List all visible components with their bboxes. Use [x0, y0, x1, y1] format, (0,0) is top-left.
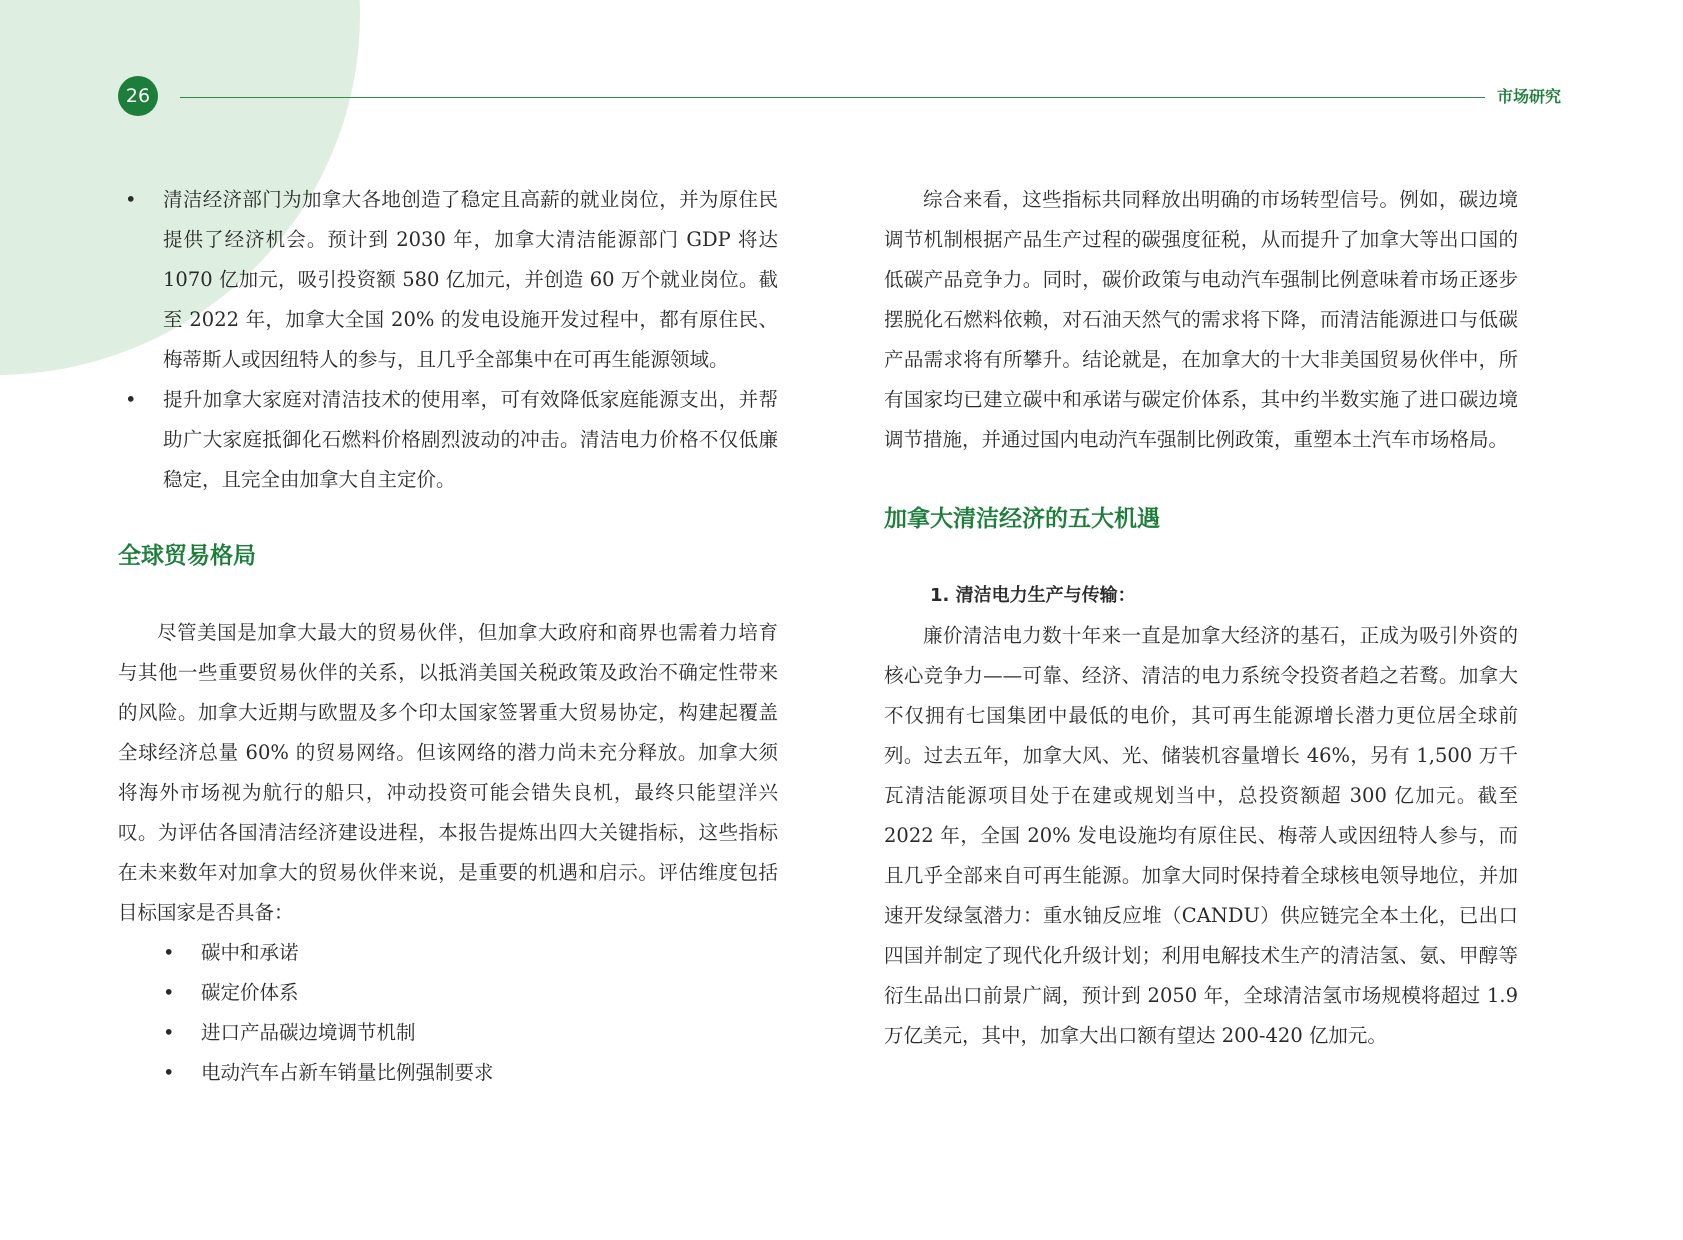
- employment-bullet-list: [118, 180, 778, 500]
- section-label: 市场研究: [1497, 87, 1562, 106]
- page-number-badge: 26: [118, 76, 158, 116]
- subheading-clean-power: 1. 清洁电力生产与传输：: [930, 585, 1136, 606]
- left-column: [118, 180, 778, 1093]
- criteria-item: • 碳中和承诺: [118, 933, 778, 973]
- criteria-item: • 碳定价体系: [118, 973, 778, 1013]
- criteria-list: [118, 933, 778, 1093]
- section-heading-opportunities: 加拿大清洁经济的五大机遇: [884, 506, 1160, 532]
- bullet-item: • 清洁经济部门为加拿大各地创造了稳定且高薪的就业岗位，并为原住民提供了经济机会。预计到 2030 年，加拿大清洁能源部门 GDP 将达 1070 亿加元，吸引投资额 580 亿加元，并创造 60 万个就业岗位。截至 2022 年，加拿大全国 20% 的发电设施开发过程中，都有原住民、梅蒂斯人或因纽特人的参与，且几乎全部集中在可再生能源领域。: [118, 180, 778, 380]
- body-paragraph: 尽管美国是加拿大最大的贸易伙伴，但加拿大政府和商界也需着力培育与其他一些重要贸易伙伴的关系，以抵消美国关税政策及政治不确定性带来的风险。加拿大近期与欧盟及多个印太国家签署重大贸易协定，构建起覆盖全球经济总量 60% 的贸易网络。但该网络的潜力尚未充分释放。加拿大须将海外市场视为航行的船只，冲动投资可能会错失良机，最终只能望洋兴叹。为评估各国清洁经济建设进程，本报告提炼出四大关键指标，这些指标在未来数年对加拿大的贸易伙伴来说，是重要的机遇和启示。评估维度包括目标国家是否具备：: [118, 621, 778, 924]
- right-column: [884, 180, 1518, 1056]
- body-paragraph: 廉价清洁电力数十年来一直是加拿大经济的基石，正成为吸引外资的核心竞争力——可靠、经济、清洁的电力系统令投资者趋之若鹜。加拿大不仅拥有七国集团中最低的电价，其可再生能源增长潜力更位居全球前列。过去五年，加拿大风、光、储装机容量增长 46%，另有 1,500 万千瓦清洁能源项目处于在建或规划当中，总投资额超 300 亿加元。截至 2022 年，全国 20% 发电设施均有原住民、梅蒂人或因纽特人参与，而且几乎全部来自可再生能源。加拿大同时保持着全球核电领导地位，并加速开发绿氢潜力：重水铀反应堆（CANDU）供应链完全本土化，已出口四国并制定了现代化升级计划；利用电解技术生产的清洁氢、氨、甲醇等衍生品出口前景广阔，预计到 2050 年，全球清洁氢市场规模将超过 1.9 万亿美元，其中，加拿大出口额有望达 200-420 亿加元。: [884, 624, 1518, 1047]
- criteria-item: • 进口产品碳边境调节机制: [118, 1013, 778, 1053]
- header-rule: [180, 97, 1485, 98]
- section-heading-global-trade: 全球贸易格局: [118, 543, 256, 569]
- body-paragraph: 综合来看，这些指标共同释放出明确的市场转型信号。例如，碳边境调节机制根据产品生产过程的碳强度征税，从而提升了加拿大等出口国的低碳产品竞争力。同时，碳价政策与电动汽车强制比例意味着市场正逐步摆脱化石燃料依赖，对石油天然气的需求将下降，而清洁能源进口与低碳产品需求将有所攀升。结论就是，在加拿大的十大非美国贸易伙伴中，所有国家均已建立碳中和承诺与碳定价体系，其中约半数实施了进口碳边境调节措施，并通过国内电动汽车强制比例政策，重塑本土汽车市场格局。: [884, 188, 1518, 451]
- bullet-item: • 提升加拿大家庭对清洁技术的使用率，可有效降低家庭能源支出，并帮助广大家庭抵御化石燃料价格剧烈波动的冲击。清洁电力价格不仅低廉稳定，且完全由加拿大自主定价。: [118, 380, 778, 500]
- criteria-item: • 电动汽车占新车销量比例强制要求: [118, 1053, 778, 1093]
